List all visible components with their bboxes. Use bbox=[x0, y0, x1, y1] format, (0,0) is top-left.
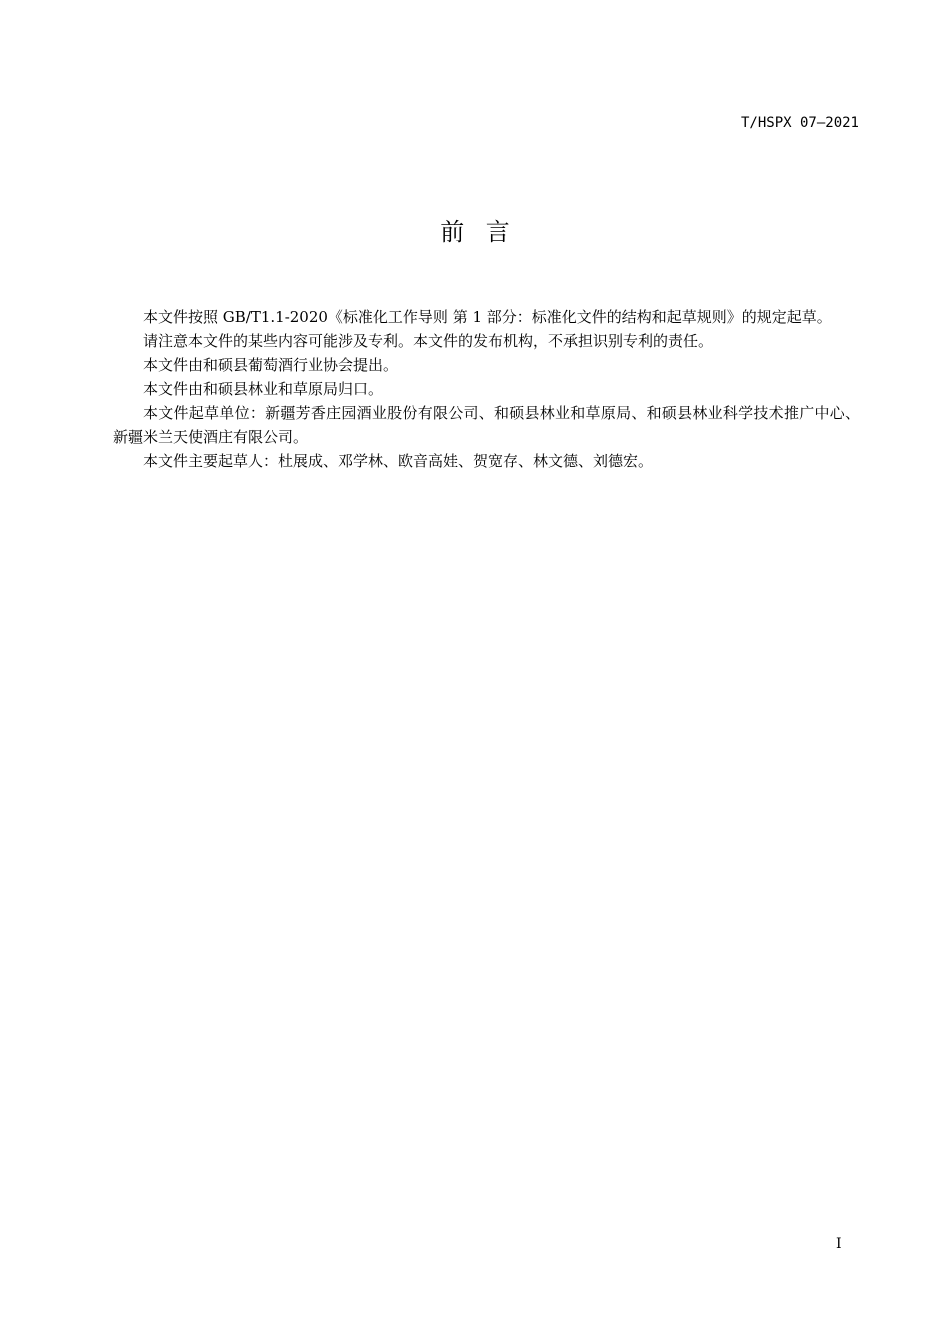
paragraph-drafting-units: 本文件起草单位：新疆芳香庄园酒业股份有限公司、和硕县林业和草原局、和硕县林业科学技术推广中心、新疆米兰天使酒庄有限公司。 bbox=[113, 404, 860, 446]
page-number: I bbox=[836, 1236, 842, 1252]
document-code: T/HSPX 07—2021 bbox=[740, 115, 859, 131]
paragraph-proposer: 本文件由和硕县葡萄酒行业协会提出。 bbox=[143, 356, 399, 374]
paragraph-administrator: 本文件由和硕县林业和草原局归口。 bbox=[143, 380, 384, 398]
paragraph-patent-notice: 请注意本文件的某些内容可能涉及专利。本文件的发布机构，不承担识别专利的责任。 bbox=[143, 332, 714, 350]
page-title: 前言 bbox=[440, 218, 532, 246]
paragraph-drafters: 本文件主要起草人：杜展成、邓学林、欧音高娃、贺宽存、林文德、刘德宏。 bbox=[143, 452, 654, 470]
preface-body bbox=[113, 305, 860, 473]
paragraph-drafting-rules: 本文件按照 GB/T1.1-2020《标准化工作导则 第 1 部分：标准化文件的结构和起草规则》的规定起草。 bbox=[143, 308, 832, 326]
